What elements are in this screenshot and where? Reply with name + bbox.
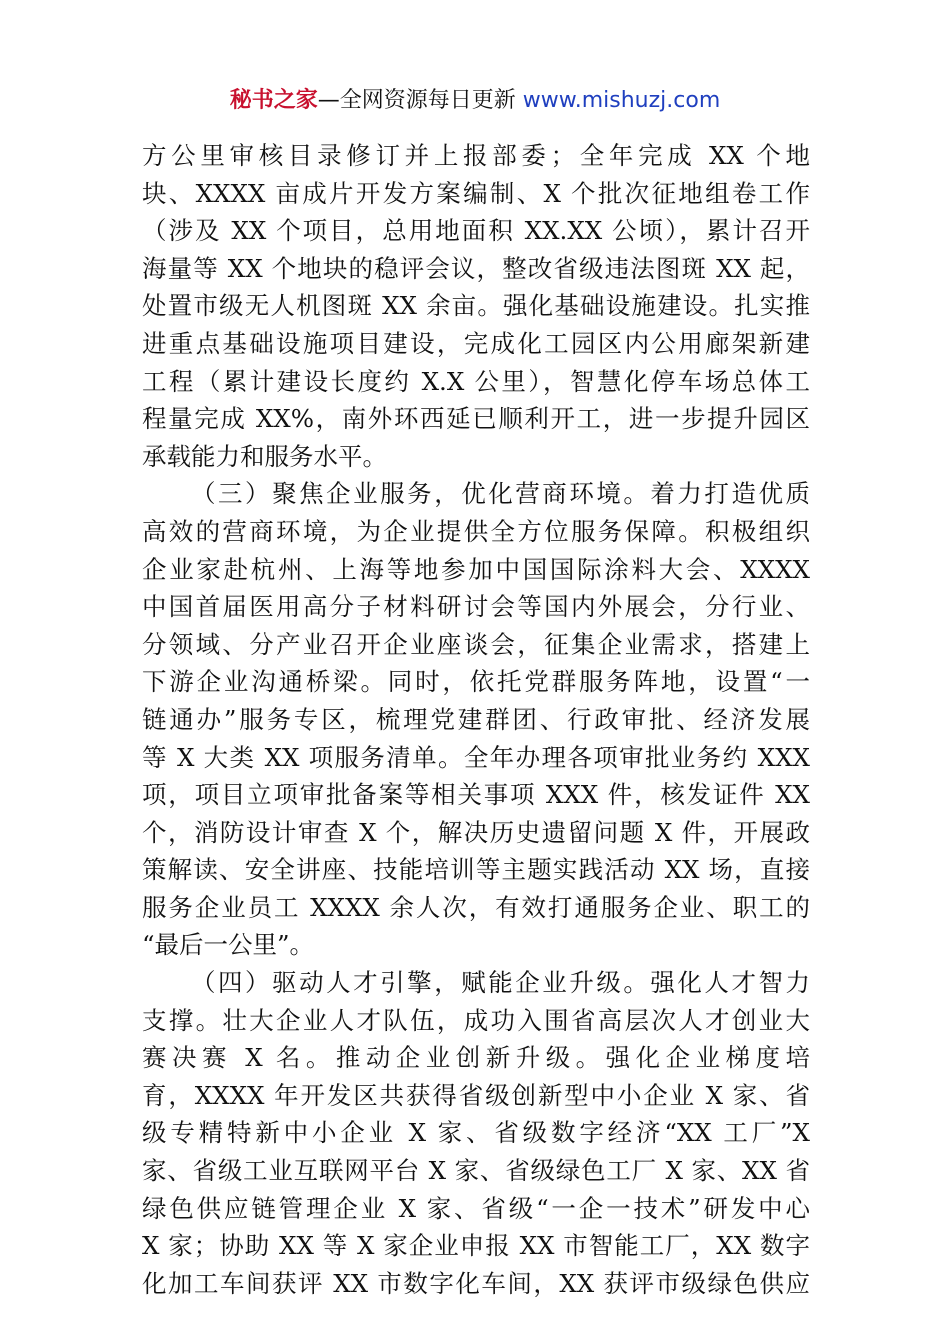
text-line: （三）聚焦企业服务，优化营商环境。着力打造优质	[191, 479, 810, 509]
text-line: 处置市级无人机图斑 XX 余亩。强化基础设施建设。扎实推	[142, 291, 810, 321]
text-line: 服务企业员工 XXXX 余人次，有效打通服务企业、职工的	[142, 892, 810, 922]
text-line: 企业家赴杭州、上海等地参加中国国际涂料大会、XXXX	[142, 554, 810, 584]
text-line: 策解读、安全讲座、技能培训等主题实践活动 XX 场，直接	[142, 855, 810, 885]
text-line: 中国首届医用高分子材料研讨会等国内外展会，分行业、	[142, 592, 810, 622]
text-line: 育，XXXX 年开发区共获得省级创新型中小企业 X 家、省	[142, 1080, 810, 1110]
text-line: 赛决赛 X 名。推动企业创新升级。强化企业梯度培	[142, 1043, 810, 1073]
page-header	[0, 84, 950, 118]
text-line: 项，项目立项审批备案等相关事项 XXX 件，核发证件 XX	[142, 780, 810, 810]
text-line: X 家；协助 XX 等 X 家企业申报 XX 市智能工厂，XX 数字	[142, 1231, 810, 1261]
text-line: 块、XXXX 亩成片开发方案编制、X 个批次征地组卷工作	[142, 178, 810, 208]
text-line: 海量等 XX 个地块的稳评会议，整改省级违法图斑 XX 起，	[142, 253, 810, 283]
text-line: 支撑。壮大企业人才队伍，成功入围省高层次人才创业大	[142, 1005, 810, 1035]
text-line: （涉及 XX 个项目，总用地面积 XX.XX 公顷），累计召开	[142, 216, 810, 246]
text-line: 工程（累计建设长度约 X.X 公里），智慧化停车场总体工	[142, 366, 810, 396]
text-line: 分领域、分产业召开企业座谈会，征集企业需求，搭建上	[142, 629, 810, 659]
text-line: 级专精特新中小企业 X 家、省级数字经济“XX 工厂”X	[142, 1118, 810, 1148]
text-line: 化加工车间获评 XX 市数字化车间，XX 获评市级绿色供应	[142, 1268, 810, 1298]
text-line: 承载能力和服务水平。	[142, 441, 387, 471]
text-line: （四）驱动人才引擎，赋能企业升级。强化人才智力	[191, 968, 810, 998]
text-line: 方公里审核目录修订并上报部委；全年完成 XX 个地	[142, 141, 810, 170]
text-line: 程量完成 XX%，南外环西延已顺利开工，进一步提升园区	[142, 404, 810, 434]
website-link[interactable]: www.mishuzj.com	[522, 88, 721, 113]
text-line: 家、省级工业互联网平台 X 家、省级绿色工厂 X 家、XX 省	[142, 1156, 810, 1186]
text-line: 等 X 大类 XX 项服务清单。全年办理各项审批业务约 XXX	[142, 742, 810, 772]
text-line: 进重点基础设施项目建设，完成化工园区内公用廊架新建	[142, 328, 810, 358]
text-line: 绿色供应链管理企业 X 家、省级“一企一技术”研发中心	[142, 1193, 810, 1223]
text-line: 链通办”服务专区，梳理党建群团、行政审批、经济发展	[142, 704, 810, 734]
document-body	[142, 137, 810, 1302]
text-line: “最后一公里”。	[142, 930, 315, 960]
brand-name: 秘书之家	[229, 88, 318, 113]
text-line: 下游企业沟通桥梁。同时，依托党群服务阵地，设置“一	[142, 667, 810, 697]
text-line: 个，消防设计审查 X 个，解决历史遗留问题 X 件，开展政	[142, 817, 810, 847]
header-tagline: —全网资源每日更新	[317, 88, 523, 113]
text-line: 高效的营商环境，为企业提供全方位服务保障。积极组织	[142, 516, 810, 546]
